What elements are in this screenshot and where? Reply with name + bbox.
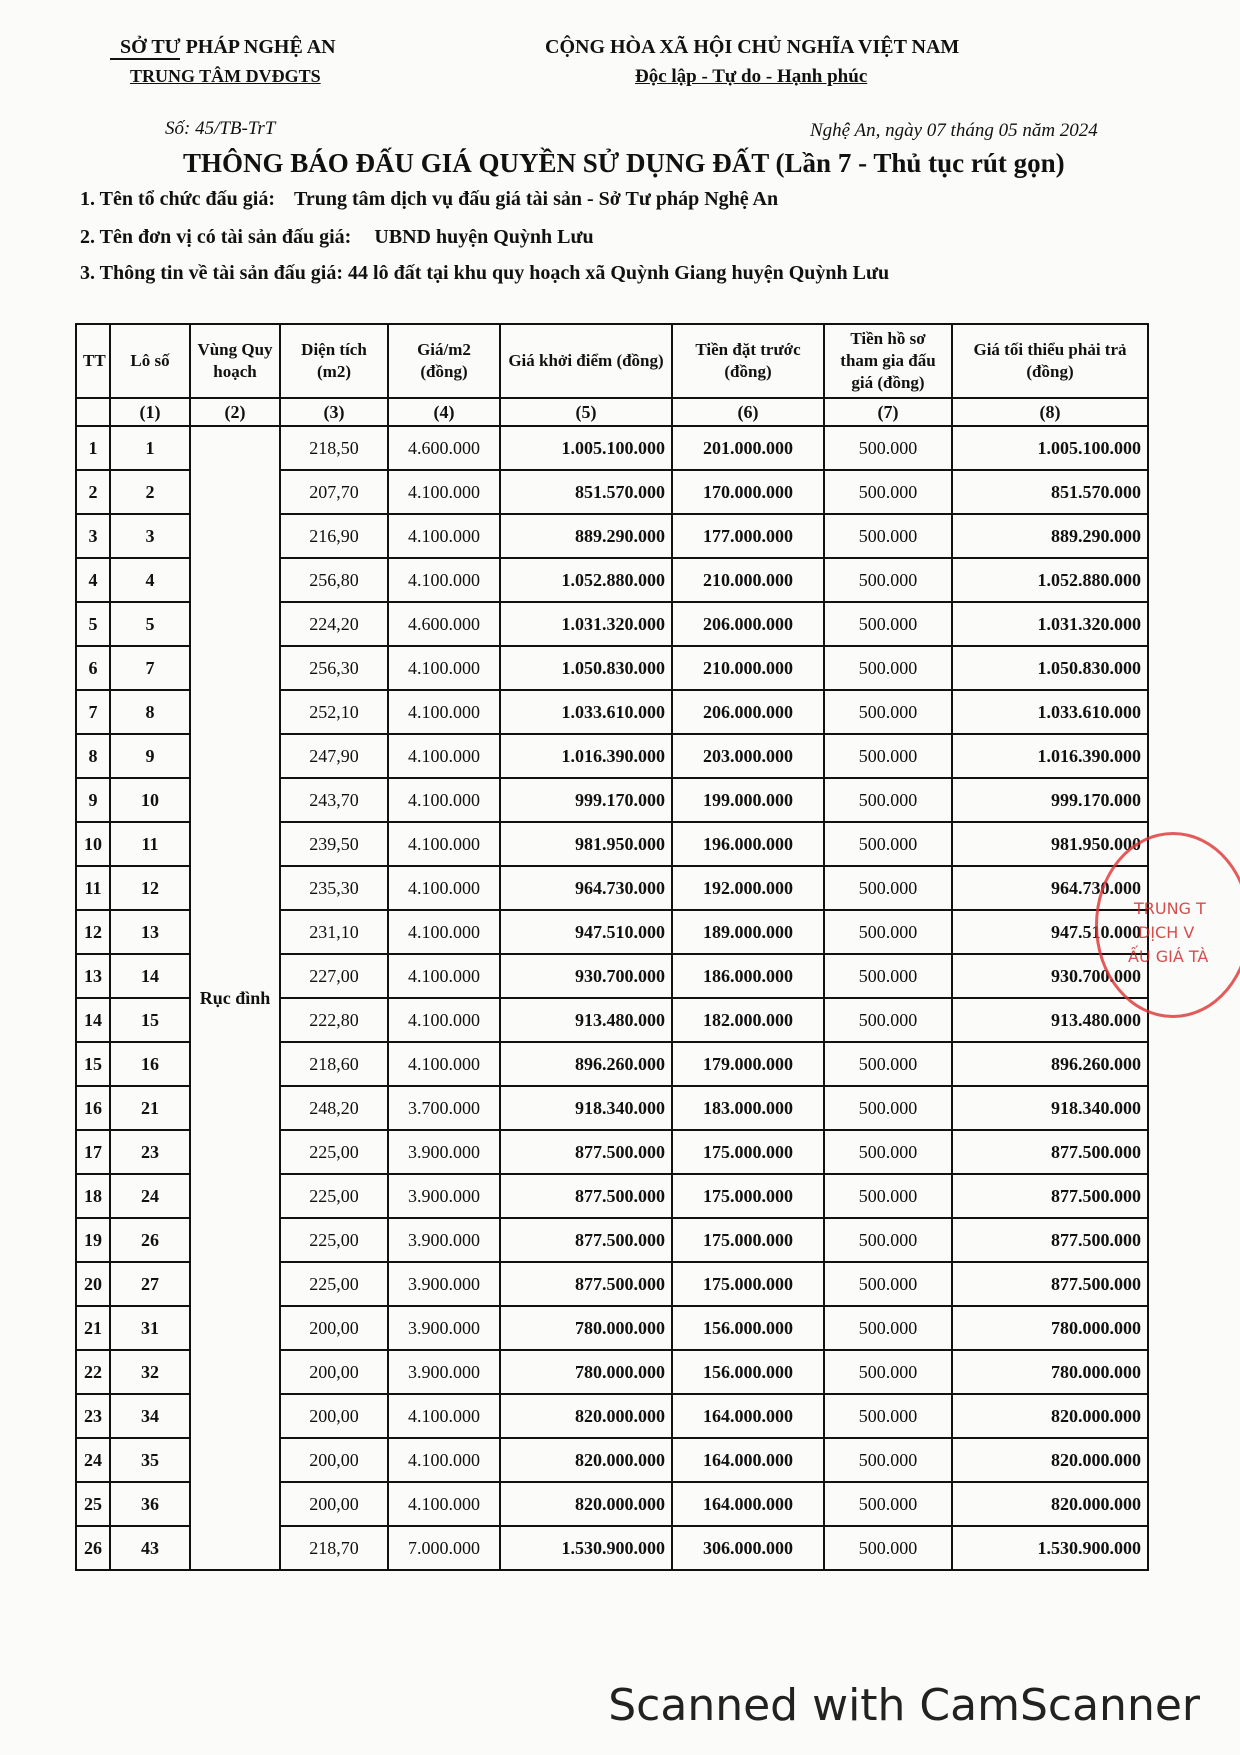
row-fee: 500.000 [824,822,952,866]
row-tt: 1 [76,426,110,470]
row-tt: 24 [76,1438,110,1482]
stamp-text: DỊCH V [1138,923,1195,942]
place-date: Nghệ An, ngày 07 tháng 05 năm 2024 [810,120,1098,141]
row-start-price: 877.500.000 [500,1130,672,1174]
row-area: 256,30 [280,646,388,690]
row-price-m2: 4.600.000 [388,426,500,470]
row-start-price: 1.005.100.000 [500,426,672,470]
row-min-price: 780.000.000 [952,1306,1148,1350]
row-min-price: 1.052.880.000 [952,558,1148,602]
row-area: 243,70 [280,778,388,822]
row-tt: 10 [76,822,110,866]
row-tt: 18 [76,1174,110,1218]
row-tt: 6 [76,646,110,690]
row-lot: 11 [110,822,190,866]
row-area: 200,00 [280,1350,388,1394]
row-fee: 500.000 [824,1438,952,1482]
row-price-m2: 3.900.000 [388,1218,500,1262]
row-lot: 9 [110,734,190,778]
row-lot: 12 [110,866,190,910]
row-tt: 20 [76,1262,110,1306]
org-sub: TRUNG TÂM DVĐGTS [130,66,321,86]
row-area: 216,90 [280,514,388,558]
row-lot: 23 [110,1130,190,1174]
row-tt: 3 [76,514,110,558]
row-area: 235,30 [280,866,388,910]
row-lot: 26 [110,1218,190,1262]
header-zone: Vùng Quy hoạch [190,324,280,398]
row-min-price: 820.000.000 [952,1394,1148,1438]
row-start-price: 981.950.000 [500,822,672,866]
row-tt: 2 [76,470,110,514]
motto: Độc lập - Tự do - Hạnh phúc [635,66,868,87]
stamp-text: TRUNG T [1134,899,1206,918]
header-fee: Tiền hồ sơ tham gia đấu giá (đồng) [824,324,952,398]
row-deposit: 164.000.000 [672,1438,824,1482]
row-area: 222,80 [280,998,388,1042]
row-area: 252,10 [280,690,388,734]
row-tt: 19 [76,1218,110,1262]
row-area: 200,00 [280,1394,388,1438]
row-lot: 10 [110,778,190,822]
row-deposit: 189.000.000 [672,910,824,954]
row-min-price: 896.260.000 [952,1042,1148,1086]
row-start-price: 889.290.000 [500,514,672,558]
row-price-m2: 3.700.000 [388,1086,500,1130]
info-line-2-label: 2. Tên đơn vị có tài sản đấu giá: [80,226,352,248]
row-fee: 500.000 [824,1174,952,1218]
row-start-price: 964.730.000 [500,866,672,910]
row-deposit: 175.000.000 [672,1262,824,1306]
row-start-price: 1.530.900.000 [500,1526,672,1570]
row-area: 247,90 [280,734,388,778]
camscanner-watermark: Scanned with CamScanner [608,1680,1200,1731]
row-start-price: 820.000.000 [500,1438,672,1482]
row-price-m2: 3.900.000 [388,1174,500,1218]
row-deposit: 164.000.000 [672,1482,824,1526]
row-fee: 500.000 [824,1262,952,1306]
row-lot: 5 [110,602,190,646]
row-lot: 21 [110,1086,190,1130]
row-fee: 500.000 [824,1130,952,1174]
row-tt: 8 [76,734,110,778]
row-tt: 21 [76,1306,110,1350]
row-lot: 7 [110,646,190,690]
row-price-m2: 4.100.000 [388,1394,500,1438]
row-min-price: 780.000.000 [952,1350,1148,1394]
row-min-price: 918.340.000 [952,1086,1148,1130]
row-start-price: 896.260.000 [500,1042,672,1086]
row-area: 256,80 [280,558,388,602]
header-area: Diện tích (m2) [280,324,388,398]
row-area: 218,50 [280,426,388,470]
row-fee: 500.000 [824,1218,952,1262]
row-start-price: 947.510.000 [500,910,672,954]
row-area: 224,20 [280,602,388,646]
row-fee: 500.000 [824,602,952,646]
index-cell: (6) [672,398,824,426]
index-cell: (3) [280,398,388,426]
row-min-price: 1.033.610.000 [952,690,1148,734]
row-deposit: 177.000.000 [672,514,824,558]
row-start-price: 1.050.830.000 [500,646,672,690]
row-deposit: 179.000.000 [672,1042,824,1086]
auction-table [75,323,1149,1571]
row-start-price: 1.016.390.000 [500,734,672,778]
row-fee: 500.000 [824,866,952,910]
index-cell: (5) [500,398,672,426]
row-start-price: 780.000.000 [500,1306,672,1350]
row-fee: 500.000 [824,558,952,602]
row-price-m2: 4.100.000 [388,822,500,866]
row-start-price: 918.340.000 [500,1086,672,1130]
row-tt: 17 [76,1130,110,1174]
row-price-m2: 4.100.000 [388,778,500,822]
row-deposit: 156.000.000 [672,1350,824,1394]
row-start-price: 1.033.610.000 [500,690,672,734]
row-deposit: 201.000.000 [672,426,824,470]
row-area: 225,00 [280,1130,388,1174]
row-start-price: 780.000.000 [500,1350,672,1394]
row-fee: 500.000 [824,1526,952,1570]
row-deposit: 192.000.000 [672,866,824,910]
row-deposit: 206.000.000 [672,602,824,646]
row-fee: 500.000 [824,910,952,954]
row-deposit: 182.000.000 [672,998,824,1042]
row-price-m2: 3.900.000 [388,1306,500,1350]
row-price-m2: 4.100.000 [388,910,500,954]
page-title: THÔNG BÁO ĐẤU GIÁ QUYỀN SỬ DỤNG ĐẤT (Lần 7 - Thủ tục rút gọn) [183,148,1065,178]
row-lot: 8 [110,690,190,734]
row-price-m2: 4.100.000 [388,866,500,910]
index-cell [76,398,110,426]
row-area: 225,00 [280,1218,388,1262]
row-deposit: 206.000.000 [672,690,824,734]
row-price-m2: 4.600.000 [388,602,500,646]
row-lot: 1 [110,426,190,470]
row-deposit: 175.000.000 [672,1130,824,1174]
row-tt: 26 [76,1526,110,1570]
row-deposit: 183.000.000 [672,1086,824,1130]
org-top: SỞ TƯ PHÁP NGHỆ AN [120,36,336,58]
row-lot: 34 [110,1394,190,1438]
row-start-price: 877.500.000 [500,1262,672,1306]
row-deposit: 210.000.000 [672,646,824,690]
row-price-m2: 4.100.000 [388,1482,500,1526]
row-min-price: 1.031.320.000 [952,602,1148,646]
row-min-price: 1.005.100.000 [952,426,1148,470]
row-start-price: 820.000.000 [500,1394,672,1438]
info-line-3: 3. Thông tin về tài sản đấu giá: 44 lô đất tại khu quy hoạch xã Quỳnh Giang huyện Quỳnh Lưu [80,262,890,284]
zone-cell: Rục đình [190,426,280,1570]
row-deposit: 164.000.000 [672,1394,824,1438]
row-area: 225,00 [280,1262,388,1306]
row-start-price: 820.000.000 [500,1482,672,1526]
index-cell: (1) [110,398,190,426]
row-area: 239,50 [280,822,388,866]
row-start-price: 1.052.880.000 [500,558,672,602]
row-fee: 500.000 [824,470,952,514]
row-min-price: 851.570.000 [952,470,1148,514]
row-lot: 27 [110,1262,190,1306]
row-area: 200,00 [280,1438,388,1482]
row-deposit: 203.000.000 [672,734,824,778]
row-fee: 500.000 [824,1394,952,1438]
row-min-price: 947.510.000 [952,910,1148,954]
row-start-price: 913.480.000 [500,998,672,1042]
row-area: 231,10 [280,910,388,954]
index-cell: (8) [952,398,1148,426]
row-fee: 500.000 [824,1482,952,1526]
row-area: 225,00 [280,1174,388,1218]
stamp-text: ẤU GIÁ TÀ [1128,947,1209,966]
row-lot: 36 [110,1482,190,1526]
row-tt: 5 [76,602,110,646]
row-min-price: 930.700.000 [952,954,1148,998]
row-price-m2: 3.900.000 [388,1130,500,1174]
row-deposit: 186.000.000 [672,954,824,998]
row-area: 200,00 [280,1306,388,1350]
row-lot: 16 [110,1042,190,1086]
row-lot: 15 [110,998,190,1042]
row-lot: 13 [110,910,190,954]
row-price-m2: 4.100.000 [388,558,500,602]
index-cell: (2) [190,398,280,426]
row-deposit: 199.000.000 [672,778,824,822]
row-start-price: 851.570.000 [500,470,672,514]
header-start-price: Giá khởi điểm (đồng) [500,324,672,398]
org-top-underline [110,58,180,60]
row-tt: 12 [76,910,110,954]
info-line-1-label: 1. Tên tổ chức đấu giá: [80,188,275,210]
row-min-price: 820.000.000 [952,1438,1148,1482]
row-min-price: 877.500.000 [952,1218,1148,1262]
row-price-m2: 4.100.000 [388,954,500,998]
row-min-price: 1.530.900.000 [952,1526,1148,1570]
row-lot: 4 [110,558,190,602]
row-lot: 24 [110,1174,190,1218]
info-line-2 [80,226,594,249]
row-tt: 9 [76,778,110,822]
row-price-m2: 4.100.000 [388,470,500,514]
row-tt: 15 [76,1042,110,1086]
row-fee: 500.000 [824,514,952,558]
header-lot: Lô số [110,324,190,398]
nation-title: CỘNG HÒA XÃ HỘI CHỦ NGHĨA VIỆT NAM [545,36,960,58]
row-start-price: 930.700.000 [500,954,672,998]
row-price-m2: 3.900.000 [388,1262,500,1306]
row-tt: 14 [76,998,110,1042]
row-min-price: 1.050.830.000 [952,646,1148,690]
row-lot: 31 [110,1306,190,1350]
header-tt: TT [76,324,110,398]
row-price-m2: 4.100.000 [388,646,500,690]
row-start-price: 877.500.000 [500,1174,672,1218]
row-fee: 500.000 [824,734,952,778]
row-area: 207,70 [280,470,388,514]
row-price-m2: 4.100.000 [388,1042,500,1086]
row-area: 248,20 [280,1086,388,1130]
row-min-price: 889.290.000 [952,514,1148,558]
row-deposit: 170.000.000 [672,470,824,514]
row-area: 218,70 [280,1526,388,1570]
row-tt: 4 [76,558,110,602]
index-cell: (4) [388,398,500,426]
row-area: 218,60 [280,1042,388,1086]
row-tt: 22 [76,1350,110,1394]
row-lot: 43 [110,1526,190,1570]
row-fee: 500.000 [824,998,952,1042]
table-row [76,426,1148,470]
row-min-price: 981.950.000 [952,822,1148,866]
row-tt: 7 [76,690,110,734]
row-fee: 500.000 [824,646,952,690]
header-deposit: Tiền đặt trước (đồng) [672,324,824,398]
row-deposit: 156.000.000 [672,1306,824,1350]
row-fee: 500.000 [824,1306,952,1350]
row-start-price: 877.500.000 [500,1218,672,1262]
row-deposit: 175.000.000 [672,1174,824,1218]
row-start-price: 999.170.000 [500,778,672,822]
row-fee: 500.000 [824,690,952,734]
row-min-price: 913.480.000 [952,998,1148,1042]
red-seal-stamp [1095,832,1240,1018]
row-price-m2: 4.100.000 [388,514,500,558]
row-min-price: 877.500.000 [952,1174,1148,1218]
row-area: 227,00 [280,954,388,998]
row-price-m2: 7.000.000 [388,1526,500,1570]
row-fee: 500.000 [824,954,952,998]
table-index-row [76,398,1148,426]
row-start-price: 1.031.320.000 [500,602,672,646]
row-tt: 13 [76,954,110,998]
row-fee: 500.000 [824,778,952,822]
row-lot: 14 [110,954,190,998]
row-fee: 500.000 [824,426,952,470]
table-body [76,426,1148,1570]
row-deposit: 196.000.000 [672,822,824,866]
info-line-1 [80,188,778,211]
row-tt: 25 [76,1482,110,1526]
doc-number: Số: 45/TB-TrT [165,118,276,139]
row-lot: 35 [110,1438,190,1482]
row-lot: 32 [110,1350,190,1394]
table-header-row [76,324,1148,398]
row-fee: 500.000 [824,1042,952,1086]
row-price-m2: 4.100.000 [388,690,500,734]
row-min-price: 999.170.000 [952,778,1148,822]
row-lot: 3 [110,514,190,558]
row-min-price: 964.730.000 [952,866,1148,910]
row-min-price: 877.500.000 [952,1262,1148,1306]
row-tt: 23 [76,1394,110,1438]
row-lot: 2 [110,470,190,514]
row-min-price: 877.500.000 [952,1130,1148,1174]
info-line-1-value: Trung tâm dịch vụ đấu giá tài sản - Sở Tư pháp Nghệ An [293,188,779,210]
row-min-price: 1.016.390.000 [952,734,1148,778]
row-fee: 500.000 [824,1350,952,1394]
info-line-2-value: UBND huyện Quỳnh Lưu [374,226,594,248]
row-price-m2: 4.100.000 [388,1438,500,1482]
row-price-m2: 4.100.000 [388,734,500,778]
header-min-price: Giá tối thiểu phải trả (đồng) [952,324,1148,398]
row-min-price: 820.000.000 [952,1482,1148,1526]
row-tt: 16 [76,1086,110,1130]
row-fee: 500.000 [824,1086,952,1130]
row-tt: 11 [76,866,110,910]
row-deposit: 210.000.000 [672,558,824,602]
row-deposit: 306.000.000 [672,1526,824,1570]
row-deposit: 175.000.000 [672,1218,824,1262]
row-price-m2: 4.100.000 [388,998,500,1042]
header-price-m2: Giá/m2 (đồng) [388,324,500,398]
row-price-m2: 3.900.000 [388,1350,500,1394]
row-area: 200,00 [280,1482,388,1526]
index-cell: (7) [824,398,952,426]
